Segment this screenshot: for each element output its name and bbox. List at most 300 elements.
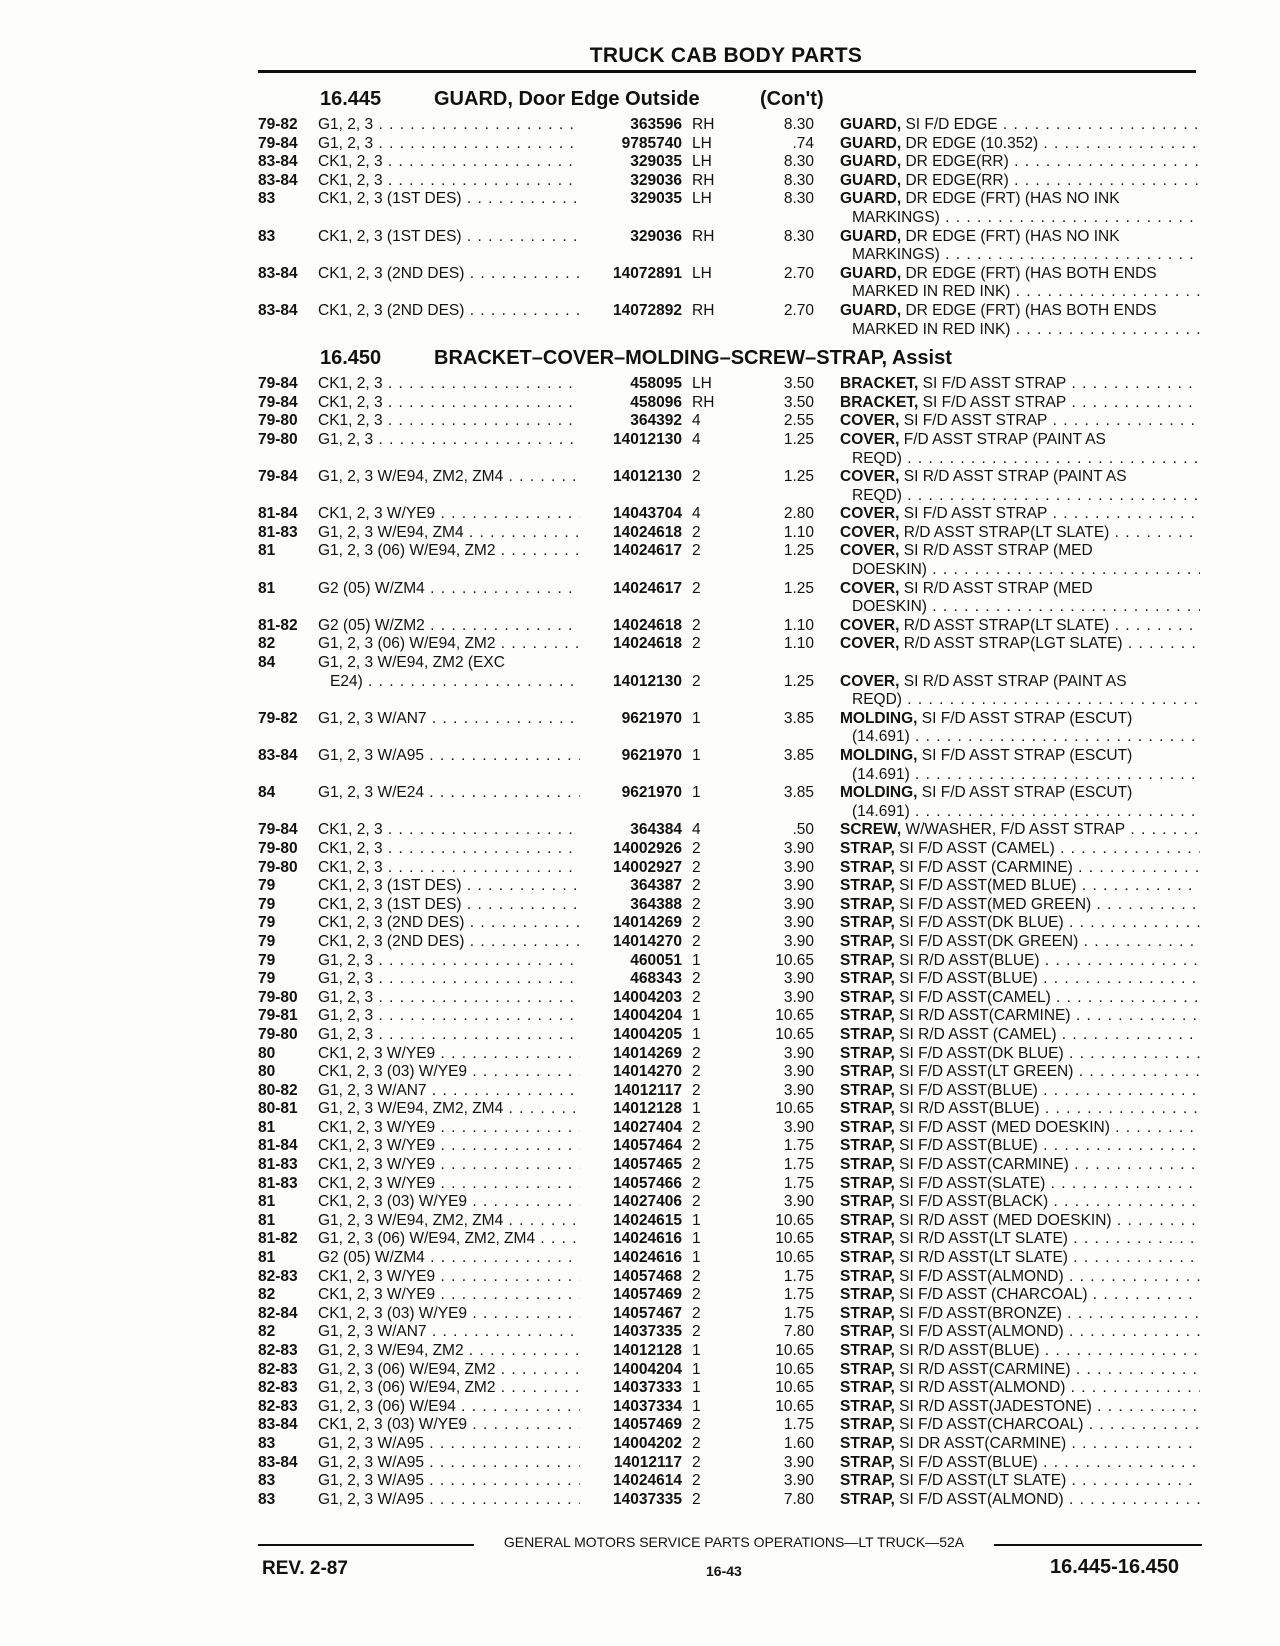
table-row xyxy=(0,635,1280,654)
part-detail: (14.691) xyxy=(852,728,910,746)
table-row xyxy=(0,190,1280,227)
part-number: 14024618 xyxy=(613,635,682,653)
part-name: STRAP, xyxy=(840,988,895,1006)
description-line xyxy=(840,1361,1200,1380)
quantity: 2 xyxy=(692,468,701,486)
part-description xyxy=(840,1342,1200,1361)
model-year: 83 xyxy=(258,1472,276,1490)
model-application: G1, 2, 3 (06) W/E94, ZM2, ZM4 . . . xyxy=(318,1230,580,1249)
model-year: 81 xyxy=(258,579,276,597)
part-name: STRAP, xyxy=(840,1416,895,1434)
quantity: 1 xyxy=(692,951,701,969)
table-row xyxy=(0,116,1280,135)
model-year: 79-84 xyxy=(258,393,298,411)
model-year: 81-82 xyxy=(258,616,298,634)
model-year: 82-83 xyxy=(258,1379,298,1397)
table-row xyxy=(0,617,1280,636)
part-detail: SI R/D ASST STRAP (PAINT AS xyxy=(899,468,1127,486)
part-detail: SI F/D ASST STRAP xyxy=(918,393,1067,411)
part-name: STRAP, xyxy=(840,951,895,969)
part-description xyxy=(840,840,1200,859)
description-continued xyxy=(840,691,1200,710)
description-line xyxy=(840,896,1200,915)
model-year: 79 xyxy=(258,951,276,969)
part-detail: SI F/D ASST(BLUE) xyxy=(894,1137,1038,1155)
table-row xyxy=(0,135,1280,154)
quantity: LH xyxy=(692,375,712,393)
model-year: 83 xyxy=(258,227,276,245)
model-year: 81-83 xyxy=(258,1174,298,1192)
model-application: G2 (05) W/ZM4 . . . xyxy=(318,1249,580,1268)
part-detail: SI F/D ASST(ALMOND) xyxy=(894,1490,1064,1508)
part-description xyxy=(840,859,1200,878)
model-year: 79-80 xyxy=(258,988,298,1006)
model-year: 80 xyxy=(258,1063,276,1081)
table-row xyxy=(0,524,1280,543)
quantity: 2 xyxy=(692,1434,701,1452)
price: 10.65 xyxy=(775,1249,814,1267)
model-application: G1, 2, 3 W/A95 . . . xyxy=(318,1472,580,1491)
price: 3.90 xyxy=(783,932,814,950)
part-number: 14012128 xyxy=(613,1342,682,1360)
model-application: G1, 2, 3 W/AN7 . . . xyxy=(318,710,580,729)
part-number: 14027406 xyxy=(613,1193,682,1211)
quantity: 2 xyxy=(692,1453,701,1471)
description-line xyxy=(840,302,1200,321)
part-description xyxy=(840,542,1200,579)
description-continued xyxy=(840,598,1200,617)
table-row xyxy=(0,1472,1280,1491)
table-row xyxy=(0,580,1280,617)
table-row xyxy=(0,1435,1280,1454)
part-detail: SI F/D ASST STRAP xyxy=(899,412,1048,430)
model-year: 81 xyxy=(258,1249,276,1267)
description-line xyxy=(840,1472,1200,1491)
part-name: STRAP, xyxy=(840,1156,895,1174)
part-detail: DOESKIN) xyxy=(852,598,927,616)
price: 3.90 xyxy=(783,1044,814,1062)
table-row xyxy=(0,1156,1280,1175)
part-number: 14057468 xyxy=(613,1267,682,1285)
description-continued xyxy=(840,283,1200,302)
price: 3.50 xyxy=(783,393,814,411)
model-year: 81 xyxy=(258,1211,276,1229)
model-application: CK1, 2, 3 . . . xyxy=(318,859,580,878)
model-application: G1, 2, 3 . . . xyxy=(318,989,580,1008)
part-description xyxy=(840,172,1200,191)
part-description xyxy=(840,914,1200,933)
part-description xyxy=(840,1286,1200,1305)
price: 10.65 xyxy=(775,1211,814,1229)
part-detail: F/D ASST STRAP (PAINT AS xyxy=(899,430,1106,448)
part-name: COVER, xyxy=(840,579,900,597)
table-row xyxy=(0,153,1280,172)
description-continued xyxy=(840,450,1200,469)
table-row xyxy=(0,468,1280,505)
part-name: STRAP, xyxy=(840,1453,895,1471)
table-row xyxy=(0,821,1280,840)
description-line xyxy=(840,116,1200,135)
quantity: 1 xyxy=(692,709,701,727)
quantity: RH xyxy=(692,116,715,133)
section-number: 16.445 xyxy=(320,88,382,110)
model-application: G1, 2, 3 . . . xyxy=(318,431,580,450)
part-number: 14037334 xyxy=(613,1397,682,1415)
table-row xyxy=(0,542,1280,579)
price: 1.10 xyxy=(783,635,814,653)
part-detail: DR EDGE (FRT) (HAS NO INK xyxy=(901,190,1120,208)
description-line xyxy=(840,1249,1200,1268)
price: 10.65 xyxy=(775,1025,814,1043)
quantity: 2 xyxy=(692,523,701,541)
model-application: CK1, 2, 3 (03) W/YE9 . . . xyxy=(318,1305,580,1324)
part-detail: SI F/D ASST STRAP (ESCUT) xyxy=(917,747,1133,765)
description-line xyxy=(840,172,1200,191)
quantity: 2 xyxy=(692,970,701,988)
part-description xyxy=(840,1268,1200,1287)
description-line xyxy=(840,412,1200,431)
model-year: 83-84 xyxy=(258,264,298,282)
table-row xyxy=(0,1137,1280,1156)
part-number: 458096 xyxy=(630,393,682,411)
section-header xyxy=(0,347,1280,375)
part-description xyxy=(840,375,1200,394)
quantity: 2 xyxy=(692,1044,701,1062)
part-name: STRAP, xyxy=(840,839,895,857)
model-year: 82-84 xyxy=(258,1304,298,1322)
part-detail: DOESKIN) xyxy=(852,561,927,579)
part-description xyxy=(840,505,1200,524)
part-description xyxy=(840,1100,1200,1119)
model-year: 82-83 xyxy=(258,1342,298,1360)
model-application: G1, 2, 3 W/E24 . . . xyxy=(318,784,580,803)
table-row xyxy=(0,375,1280,394)
part-name: COVER, xyxy=(840,616,900,634)
part-name: GUARD, xyxy=(840,153,902,171)
price: 8.30 xyxy=(783,116,814,133)
model-year: 79-80 xyxy=(258,430,298,448)
model-application: CK1, 2, 3 (2ND DES) . . . xyxy=(318,265,580,284)
description-continued xyxy=(840,321,1200,340)
description-line xyxy=(840,190,1200,209)
quantity: 4 xyxy=(692,505,701,523)
part-description xyxy=(840,1007,1200,1026)
part-name: STRAP, xyxy=(840,1490,895,1508)
price: 3.90 xyxy=(783,1472,814,1490)
model-application: CK1, 2, 3 . . . xyxy=(318,375,580,394)
model-year: 83-84 xyxy=(258,1453,298,1471)
model-application: CK1, 2, 3 W/YE9 . . . xyxy=(318,1137,580,1156)
table-row xyxy=(0,394,1280,413)
part-detail: SI F/D ASST(CHARCOAL) xyxy=(894,1416,1084,1434)
model-application: CK1, 2, 3 (1ST DES) . . . xyxy=(318,877,580,896)
quantity: 1 xyxy=(692,1230,701,1248)
quantity: 1 xyxy=(692,747,701,765)
model-application: G1, 2, 3 W/AN7 . . . xyxy=(318,1082,580,1101)
model-application: CK1, 2, 3 (1ST DES) . . . xyxy=(318,190,580,209)
part-number: 14037335 xyxy=(613,1490,682,1508)
description-line xyxy=(840,840,1200,859)
model-application: CK1, 2, 3 . . . xyxy=(318,394,580,413)
part-number: 14072891 xyxy=(613,264,682,282)
table-row xyxy=(0,877,1280,896)
part-number: 14072892 xyxy=(613,301,682,319)
description-line xyxy=(840,1193,1200,1212)
description-line xyxy=(840,265,1200,284)
description-line xyxy=(840,914,1200,933)
part-description xyxy=(840,1398,1200,1417)
part-detail: SI F/D ASST (CAMEL) xyxy=(894,839,1055,857)
part-detail: DR EDGE (FRT) (HAS BOTH ENDS xyxy=(901,264,1157,282)
price: 10.65 xyxy=(775,1342,814,1360)
page-title: TRUCK CAB BODY PARTS xyxy=(589,44,863,67)
quantity: 2 xyxy=(692,1286,701,1304)
model-year: 83-84 xyxy=(258,153,298,171)
description-line xyxy=(840,821,1200,840)
description-continued xyxy=(840,487,1200,506)
quantity: 2 xyxy=(692,672,701,690)
model-year: 82 xyxy=(258,635,276,653)
price: 1.75 xyxy=(783,1286,814,1304)
model-year: 79 xyxy=(258,932,276,950)
model-application: CK1, 2, 3 W/YE9 . . . xyxy=(318,1156,580,1175)
table-row xyxy=(0,1416,1280,1435)
quantity: 1 xyxy=(692,1360,701,1378)
part-name: COVER, xyxy=(840,635,900,653)
quantity: 2 xyxy=(692,616,701,634)
part-number: 14012117 xyxy=(613,1081,682,1099)
part-name: STRAP, xyxy=(840,1118,895,1136)
description-line xyxy=(840,1398,1200,1417)
part-name: MOLDING, xyxy=(840,709,918,727)
part-description xyxy=(840,617,1200,636)
part-name: GUARD, xyxy=(840,190,902,208)
part-description xyxy=(840,1045,1200,1064)
table-row xyxy=(0,989,1280,1008)
price: 3.90 xyxy=(783,1453,814,1471)
part-number: 363596 xyxy=(630,116,682,133)
description-line xyxy=(840,1100,1200,1119)
table-row xyxy=(0,1361,1280,1380)
quantity: 2 xyxy=(692,542,701,560)
model-application: G1, 2, 3 W/A95 . . . xyxy=(318,1454,580,1473)
part-description xyxy=(840,784,1200,821)
part-number: 329035 xyxy=(630,190,682,208)
part-number: 14037333 xyxy=(613,1379,682,1397)
table-row xyxy=(0,1249,1280,1268)
quantity: 1 xyxy=(692,1007,701,1025)
description-line xyxy=(840,1045,1200,1064)
part-number: 14014269 xyxy=(613,1044,682,1062)
model-application: G1, 2, 3 W/E94, ZM2, ZM4 . . . xyxy=(318,468,580,487)
part-detail: DR EDGE(RR) xyxy=(901,153,1009,171)
part-description xyxy=(840,1063,1200,1082)
part-detail: SI R/D ASST(BLUE) xyxy=(894,1100,1040,1118)
part-detail: REQD) xyxy=(852,449,902,467)
quantity: 1 xyxy=(692,1342,701,1360)
part-number: 14004202 xyxy=(613,1434,682,1452)
quantity: 2 xyxy=(692,1156,701,1174)
quantity: 1 xyxy=(692,1249,701,1267)
description-line xyxy=(840,1379,1200,1398)
table-row xyxy=(0,859,1280,878)
part-number: 458095 xyxy=(630,375,682,393)
description-line xyxy=(840,153,1200,172)
part-name: GUARD, xyxy=(840,134,902,152)
part-detail: SI R/D ASST(BLUE) xyxy=(894,951,1040,969)
description-line xyxy=(840,1435,1200,1454)
model-application: G1, 2, 3 W/A95 . . . xyxy=(318,1491,580,1510)
part-number: 9621970 xyxy=(621,709,682,727)
part-name: BRACKET, xyxy=(840,393,919,411)
quantity: 2 xyxy=(692,839,701,857)
price: 1.25 xyxy=(783,579,814,597)
part-description xyxy=(840,1361,1200,1380)
part-detail: SI F/D ASST(ALMOND) xyxy=(894,1267,1064,1285)
part-number: 14004204 xyxy=(613,1360,682,1378)
quantity: 2 xyxy=(692,914,701,932)
table-row xyxy=(0,1193,1280,1212)
part-detail: SI F/D EDGE xyxy=(901,116,998,133)
part-number: 14012130 xyxy=(613,430,682,448)
description-line xyxy=(840,1342,1200,1361)
description-line xyxy=(840,580,1200,599)
part-detail: SI F/D ASST(MED BLUE) xyxy=(894,877,1077,895)
model-year: 81 xyxy=(258,1118,276,1136)
quantity: 2 xyxy=(692,1416,701,1434)
price: 2.55 xyxy=(783,412,814,430)
quantity: RH xyxy=(692,301,715,319)
part-name: STRAP, xyxy=(840,1397,895,1415)
part-number: 14024618 xyxy=(613,616,682,634)
description-line xyxy=(840,970,1200,989)
part-detail: SI F/D ASST (CARMINE) xyxy=(894,858,1073,876)
price: 1.10 xyxy=(783,616,814,634)
part-number: 14024616 xyxy=(613,1230,682,1248)
footer-publisher: GENERAL MOTORS SERVICE PARTS OPERATIONS—LT TRUCK—52A xyxy=(503,1534,965,1550)
part-number: 14012130 xyxy=(613,672,682,690)
price: 1.25 xyxy=(783,468,814,486)
table-row xyxy=(0,265,1280,302)
quantity: 2 xyxy=(692,1267,701,1285)
part-number: 9621970 xyxy=(621,784,682,802)
part-number: 14014269 xyxy=(613,914,682,932)
quantity: 4 xyxy=(692,412,701,430)
part-detail: SI R/D ASST(CARMINE) xyxy=(894,1007,1071,1025)
part-detail: MARKINGS) xyxy=(852,246,940,264)
part-description xyxy=(840,468,1200,505)
description-line xyxy=(840,1063,1200,1082)
part-name: MOLDING, xyxy=(840,747,918,765)
footer-rule-right xyxy=(994,1544,1202,1546)
part-number: 14037335 xyxy=(613,1323,682,1341)
quantity: 4 xyxy=(692,821,701,839)
part-description xyxy=(840,1323,1200,1342)
table-row xyxy=(0,302,1280,339)
part-name: COVER, xyxy=(840,468,900,486)
part-detail: REQD) xyxy=(852,486,902,504)
description-line xyxy=(840,375,1200,394)
table-row xyxy=(0,784,1280,821)
price: 3.90 xyxy=(783,858,814,876)
model-application: G2 (05) W/ZM2 . . . xyxy=(318,617,580,636)
model-year: 79-80 xyxy=(258,839,298,857)
table-row xyxy=(0,952,1280,971)
model-application: G1, 2, 3 . . . xyxy=(318,1007,580,1026)
model-application: G1, 2, 3 . . . xyxy=(318,1026,580,1045)
part-name: STRAP, xyxy=(840,1360,895,1378)
part-name: GUARD, xyxy=(840,301,902,319)
quantity: LH xyxy=(692,264,712,282)
table-row xyxy=(0,970,1280,989)
model-year: 79-84 xyxy=(258,468,298,486)
part-description xyxy=(840,933,1200,952)
model-year: 80 xyxy=(258,1044,276,1062)
part-detail: SI R/D ASST STRAP (MED xyxy=(899,579,1093,597)
price: 2.80 xyxy=(783,505,814,523)
part-detail: SI F/D ASST STRAP xyxy=(918,375,1067,393)
part-detail: SI R/D ASST(LT SLATE) xyxy=(894,1230,1068,1248)
part-description xyxy=(840,135,1200,154)
table-row xyxy=(0,1082,1280,1101)
model-application: G1, 2, 3 (06) W/E94, ZM2 . . . xyxy=(318,1379,580,1398)
model-application: CK1, 2, 3 . . . xyxy=(318,821,580,840)
description-line xyxy=(840,1323,1200,1342)
price: 3.90 xyxy=(783,895,814,913)
footer-revision: REV. 2-87 xyxy=(262,1558,348,1579)
part-detail: DR EDGE (FRT) (HAS NO INK xyxy=(901,227,1120,245)
part-detail: DR EDGE(RR) xyxy=(901,171,1009,189)
model-application: CK1, 2, 3 W/YE9 . . . xyxy=(318,1175,580,1194)
table-row xyxy=(0,840,1280,859)
part-description xyxy=(840,190,1200,227)
price: 1.75 xyxy=(783,1304,814,1322)
part-description xyxy=(840,265,1200,302)
part-number: 14024617 xyxy=(613,579,682,597)
price: 10.65 xyxy=(775,1230,814,1248)
part-number: 14014270 xyxy=(613,932,682,950)
quantity: 2 xyxy=(692,635,701,653)
quantity: 2 xyxy=(692,858,701,876)
part-detail: SI F/D ASST(CARMINE) xyxy=(894,1156,1069,1174)
price: 3.90 xyxy=(783,1193,814,1211)
part-detail: SI R/D ASST STRAP (PAINT AS xyxy=(899,672,1127,690)
model-year: 83-84 xyxy=(258,171,298,189)
model-application: G1, 2, 3 W/A95 . . . xyxy=(318,747,580,766)
part-description xyxy=(840,710,1200,747)
part-name: STRAP, xyxy=(840,1193,895,1211)
price: 3.90 xyxy=(783,970,814,988)
part-detail: SI F/D ASST(BLUE) xyxy=(894,970,1038,988)
part-description xyxy=(840,1230,1200,1249)
part-detail: W/WASHER, F/D ASST STRAP xyxy=(901,821,1126,839)
description-line xyxy=(840,1230,1200,1249)
model-application: G1, 2, 3 W/AN7 . . . xyxy=(318,1323,580,1342)
footer-page-number: 16-43 xyxy=(706,1563,742,1579)
price: 3.90 xyxy=(783,839,814,857)
part-detail: SI F/D ASST STRAP (ESCUT) xyxy=(917,709,1133,727)
quantity: 1 xyxy=(692,784,701,802)
table-row xyxy=(0,1268,1280,1287)
part-description xyxy=(840,1454,1200,1473)
part-number: 14027404 xyxy=(613,1118,682,1136)
model-year: 81 xyxy=(258,1193,276,1211)
part-detail: MARKED IN RED INK) xyxy=(852,320,1011,338)
table-row xyxy=(0,1323,1280,1342)
quantity: 2 xyxy=(692,932,701,950)
description-line xyxy=(840,1175,1200,1194)
model-year: 83 xyxy=(258,190,276,208)
